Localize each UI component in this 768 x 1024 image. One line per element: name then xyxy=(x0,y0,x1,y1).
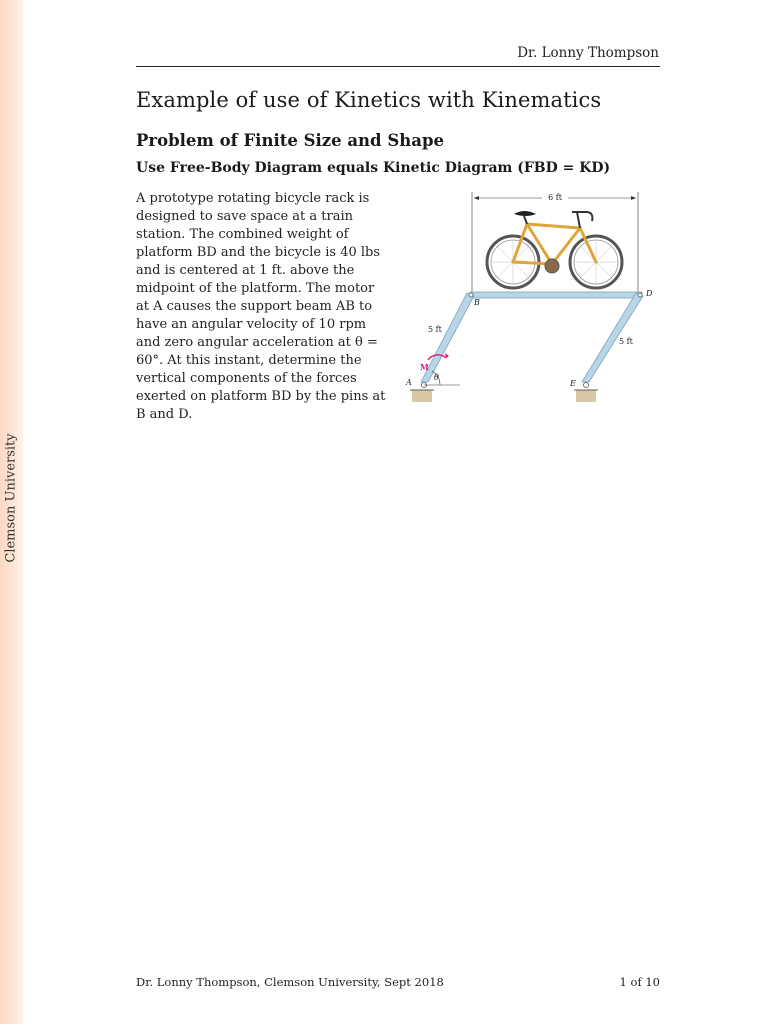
header-rule xyxy=(136,66,660,67)
sidebar-label: Clemson University xyxy=(3,433,19,563)
point-d-label: D xyxy=(646,289,653,298)
header-author: Dr. Lonny Thompson xyxy=(517,45,659,61)
section-subtitle: Problem of Finite Size and Shape xyxy=(136,131,444,150)
section-subsubtitle: Use Free-Body Diagram equals Kinetic Diagram (FBD = KD) xyxy=(136,160,611,176)
support-a xyxy=(410,383,434,403)
dimension-top-label: 6 ft xyxy=(548,193,562,202)
point-b-label: B xyxy=(474,298,480,307)
page-title: Example of use of Kinetics with Kinematics xyxy=(136,88,602,112)
beam-ed xyxy=(582,293,643,382)
sidebar-band xyxy=(0,0,23,1024)
footer-credit: Dr. Lonny Thompson, Clemson University, Sept 2018 xyxy=(136,975,444,989)
dimension-left-label: 5 ft xyxy=(428,325,442,334)
page-number: 1 of 10 xyxy=(619,975,660,989)
platform-bd xyxy=(470,292,642,298)
bicycle-rack-figure xyxy=(400,186,670,406)
moment-label: M xyxy=(420,362,429,372)
bicycle-icon xyxy=(487,211,622,288)
angle-label: θ xyxy=(434,373,439,382)
problem-statement: A prototype rotating bicycle rack is designed to save space at a train station. The combined weight of platform BD and the bicycle is 40 lbs and is centered at 1 ft. above the midpoint of the platform. The motor at A causes the support beam AB to have an angular velocity of 10 rpm and zero angular acceleration at θ = 60°. At this instant, determine the vertical components of the forces exerted on platform BD by the pins at B and D. xyxy=(136,191,386,422)
dimension-right-label: 5 ft xyxy=(619,337,633,346)
point-e-label: E xyxy=(570,379,576,388)
beam-ab xyxy=(421,293,474,382)
support-e xyxy=(574,383,598,403)
point-a-label: A xyxy=(406,378,412,387)
